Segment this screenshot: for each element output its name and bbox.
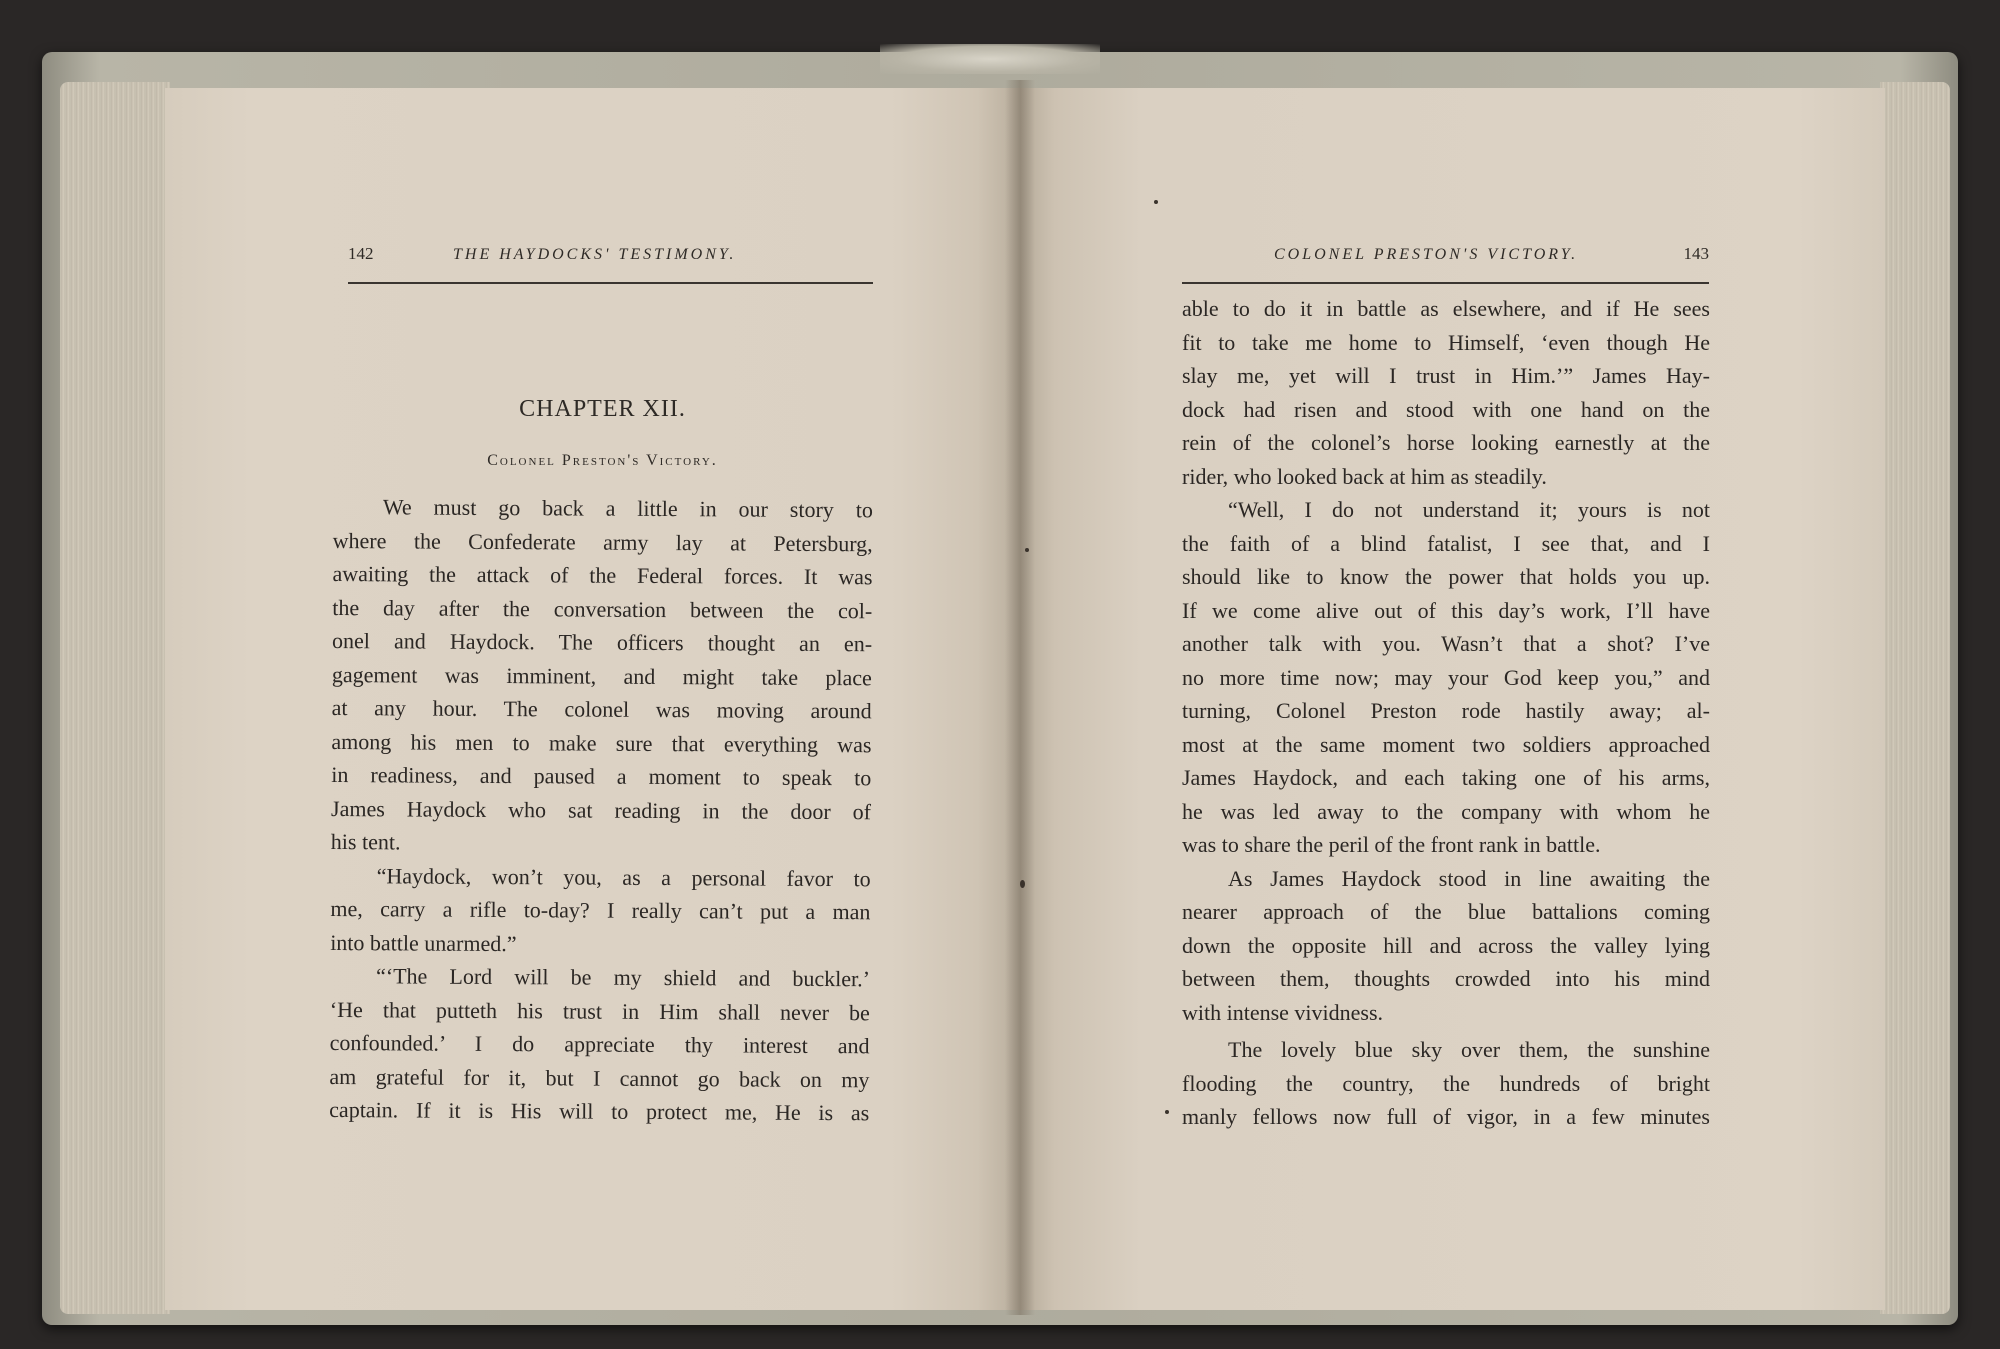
text-line: with intense vividness. — [1182, 999, 1384, 1025]
running-head-title-left: THE HAYDOCKS' TESTIMONY. — [453, 246, 737, 263]
worn-spine-top — [880, 44, 1100, 74]
text-line: at any hour. The colonel was moving around — [331, 694, 872, 724]
text-line: captain. If it is His will to protect me, He is as — [329, 1096, 870, 1126]
text-line: me, carry a rifle to-day? I really can’t put a man — [330, 895, 871, 925]
book-gutter — [1005, 80, 1035, 1315]
right-page-body — [1182, 292, 1710, 1134]
text-line: among his men to make sure that everything was — [331, 728, 872, 757]
paper-speck — [1020, 880, 1025, 888]
text-line: rein of the colonel’s horse looking earnestly at the — [1182, 430, 1710, 455]
text-line: James Haydock who sat reading in the door of — [330, 795, 872, 824]
page-number-left: 142 — [348, 244, 374, 263]
text-line: ‘He that putteth his trust in Him shall never be — [329, 996, 870, 1025]
text-line: “‘The Lord will be my shield and buckler.’ — [375, 963, 871, 992]
text-line: another talk with you. Wasn’t that a shot? I’ve — [1182, 631, 1710, 656]
text-line: The lovely blue sky over them, the sunshine — [1228, 1037, 1710, 1062]
chapter-subtitle: Colonel Preston's Victory. — [487, 452, 718, 469]
text-line: As James Haydock stood in line awaiting the — [1228, 865, 1710, 891]
text-line: between them, thoughts crowded into his mind — [1182, 966, 1710, 991]
text-line: was to share the peril of the front rank in battle. — [1182, 832, 1601, 857]
text-line: confounded.’ I do appreciate thy interest and — [329, 1029, 870, 1059]
text-line: most at the same moment two soldiers approached — [1182, 731, 1710, 757]
text-line: gagement was imminent, and might take place — [331, 661, 872, 690]
text-line: flooding the country, the hundreds of bright — [1182, 1070, 1710, 1096]
page-edges-left — [60, 82, 170, 1314]
text-line: We must go back a little in our story to — [382, 494, 873, 523]
page-edges-right — [1880, 82, 1950, 1314]
page-number-right: 143 — [1683, 244, 1709, 263]
text-line: manly fellows now full of vigor, in a few minutes — [1182, 1104, 1710, 1129]
text-line: he was led away to the company with whom he — [1182, 798, 1710, 824]
text-line: should like to know the power that holds you up. — [1182, 564, 1710, 589]
left-page-body — [329, 490, 873, 1130]
running-head-right — [1182, 242, 1709, 284]
text-line: the day after the conversation between the col- — [332, 594, 873, 623]
text-line: in readiness, and paused a moment to speak to — [331, 761, 872, 791]
text-line: the faith of a blind fatalist, I see that, and I — [1182, 530, 1710, 556]
text-line: dock had risen and stood with one hand on the — [1182, 396, 1710, 422]
text-line: “Well, I do not understand it; yours is not — [1228, 497, 1710, 522]
text-line: If we come alive out of this day’s work, I’ll have — [1182, 597, 1710, 623]
text-line: nearer approach of the blue battalions coming — [1182, 899, 1710, 924]
paper-speck — [1165, 1110, 1169, 1114]
paper-speck — [1154, 200, 1158, 204]
text-line: awaiting the attack of the Federal forces. It was — [332, 560, 873, 590]
running-head-left — [348, 242, 873, 284]
text-line: James Haydock, and each taking one of his arms, — [1182, 765, 1710, 790]
text-line: no more time now; may your God keep you,” and — [1182, 664, 1710, 690]
text-line: his tent. — [330, 828, 401, 855]
text-line: able to do it in battle as elsewhere, and if He sees — [1182, 296, 1710, 321]
text-line: slay me, yet will I trust in Him.’” James Hay- — [1182, 363, 1710, 388]
paper-speck — [1025, 548, 1029, 552]
text-line: onel and Haydock. The officers thought an en- — [332, 627, 873, 657]
text-line: into battle unarmed.” — [330, 929, 517, 956]
text-line: rider, who looked back at him as steadily. — [1182, 463, 1547, 489]
text-line: am grateful for it, but I cannot go back on my — [329, 1063, 870, 1092]
text-line: “Haydock, won’t you, as a personal favor to — [376, 862, 871, 891]
text-line: turning, Colonel Preston rode hastily away; al- — [1182, 698, 1710, 723]
running-head-title-right: COLONEL PRESTON'S VICTORY. — [1274, 246, 1579, 263]
text-line: where the Confederate army lay at Petersburg, — [332, 527, 873, 556]
text-line: fit to take me home to Himself, ‘even though He — [1182, 329, 1710, 355]
text-line: down the opposite hill and across the valley lying — [1182, 932, 1710, 958]
chapter-heading: CHAPTER XII. — [519, 396, 686, 422]
